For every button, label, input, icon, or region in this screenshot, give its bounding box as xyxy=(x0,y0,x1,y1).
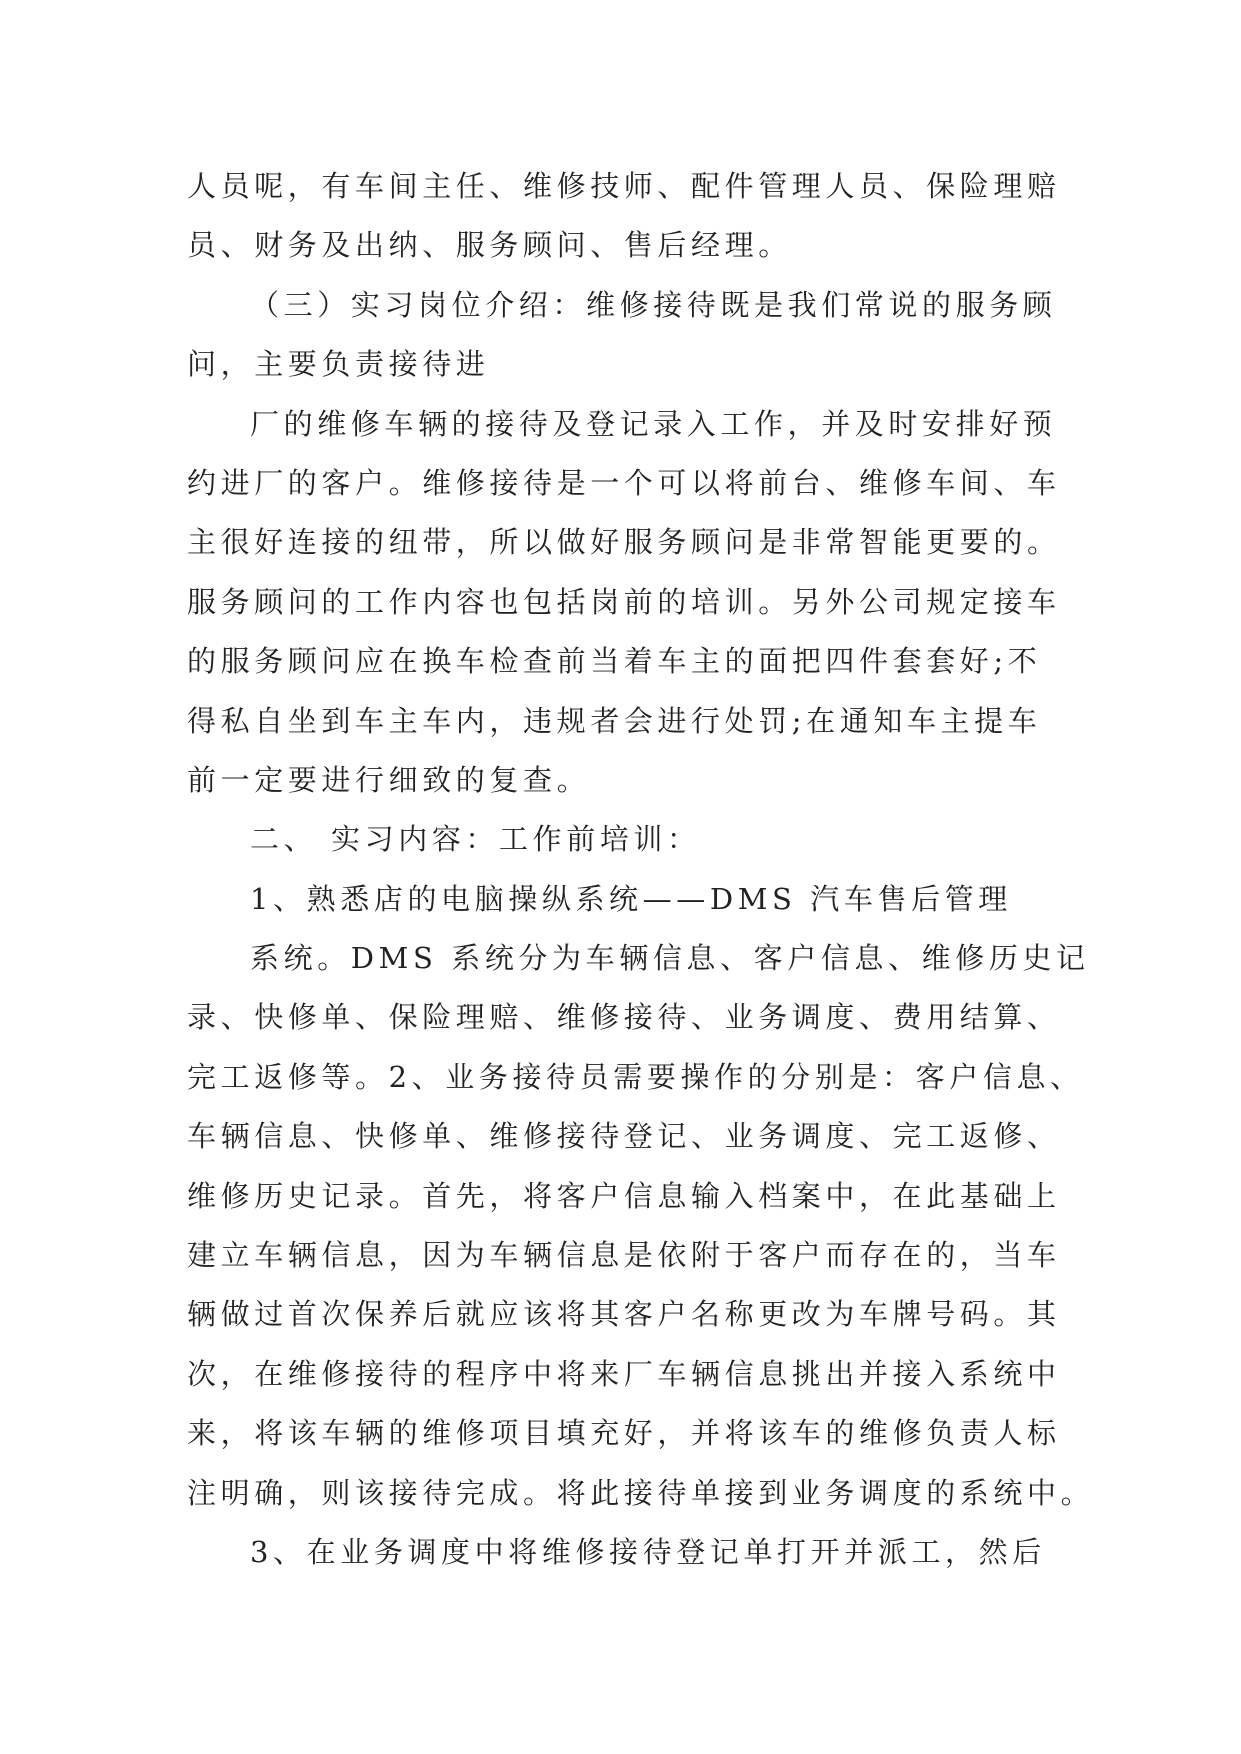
text-line: 建立车辆信息，因为车辆信息是依附于客户而存在的，当车 xyxy=(187,1238,1061,1273)
text-line: 注明确，则该接待完成。将此接待单接到业务调度的系统中。 xyxy=(187,1475,1095,1510)
text-line: 3、在业务调度中将维修接待登记单打开并派工，然后 xyxy=(250,1534,1046,1569)
text-line: 主很好连接的纽带，所以做好服务顾问是非常智能更要的。 xyxy=(187,525,1061,560)
section-heading: 二、 实习内容：工作前培训： xyxy=(250,822,701,857)
text-line: 人员呢，有车间主任、维修技师、配件管理人员、保险理赔 xyxy=(187,169,1061,203)
text-line: 厂的维修车辆的接待及登记录入工作，并及时安排好预 xyxy=(250,406,1057,441)
text-line: 问，主要负责接待进 xyxy=(187,347,490,382)
text-line: 来，将该车辆的维修项目填充好，并将该车的维修负责人标 xyxy=(187,1416,1061,1451)
text-line: 员、财务及出纳、服务顾问、售后经理。 xyxy=(187,228,792,263)
text-line: 前一定要进行细致的复查。 xyxy=(187,762,591,797)
text-line: 得私自坐到车主车内，违规者会进行处罚;在通知车主提车 xyxy=(187,703,1042,738)
text-line: 次，在维修接待的程序中将来厂车辆信息挑出并接入系统中 xyxy=(187,1356,1061,1391)
text-line: 录、快修单、保险理赔、维修接待、业务调度、费用结算、 xyxy=(187,1000,1061,1035)
text-line: 系统。DMS 系统分为车辆信息、客户信息、维修历史记 xyxy=(250,941,1090,976)
text-line: 约进厂的客户。维修接待是一个可以将前台、维修车间、车 xyxy=(187,465,1061,500)
text-line: 完工返修等。2、业务接待员需要操作的分别是：客户信息、 xyxy=(187,1059,1084,1094)
text-line: 1、熟悉店的电脑操纵系统——DMS 汽车售后管理 xyxy=(250,881,1012,916)
text-line: （三）实习岗位介绍：维修接待既是我们常说的服务顾 xyxy=(250,287,1057,322)
text-line: 辆做过首次保养后就应该将其客户名称更改为车牌号码。其 xyxy=(187,1297,1061,1332)
text-line: 的服务顾问应在换车检查前当着车主的面把四件套套好;不 xyxy=(187,644,1042,679)
text-line: 服务顾问的工作内容也包括岗前的培训。另外公司规定接车 xyxy=(187,584,1061,619)
body-text xyxy=(187,157,1095,1582)
text-line: 车辆信息、快修单、维修接待登记、业务调度、完工返修、 xyxy=(187,1119,1061,1154)
text-line: 维修历史记录。首先，将客户信息输入档案中，在此基础上 xyxy=(187,1178,1061,1213)
